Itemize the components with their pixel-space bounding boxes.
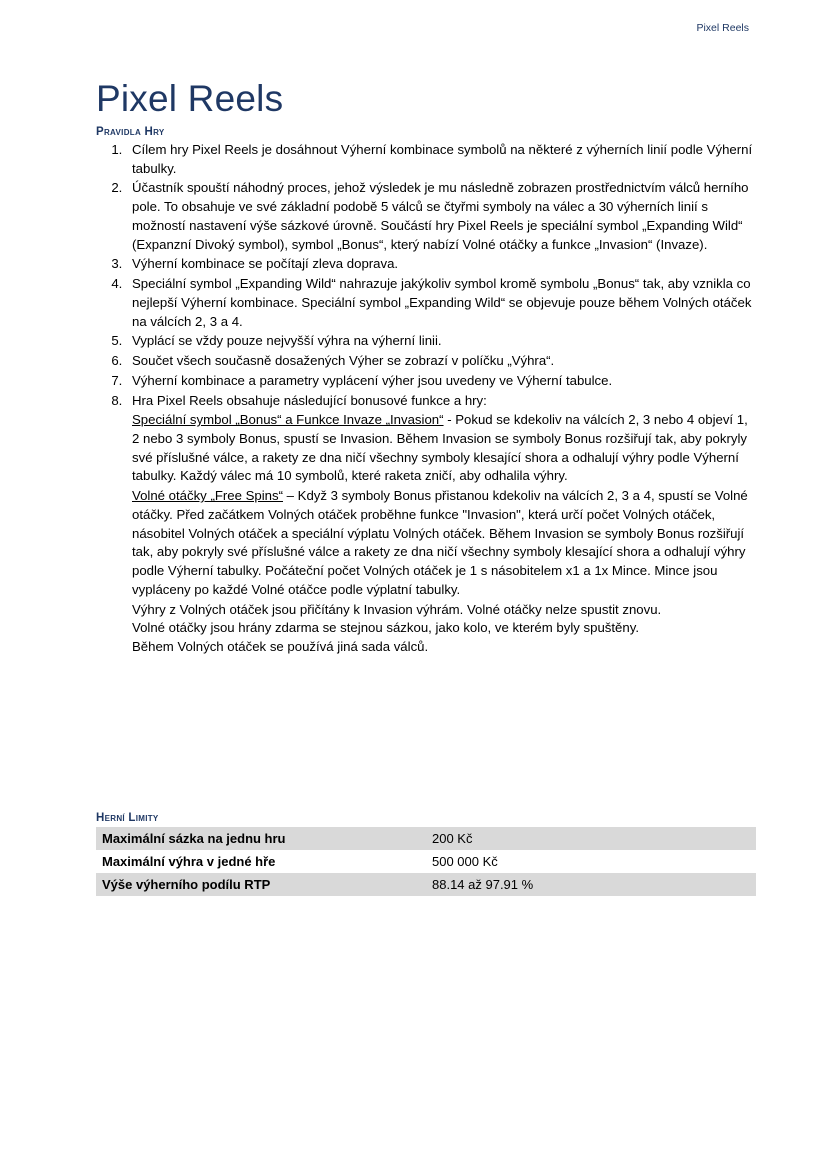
limits-table	[96, 827, 756, 896]
limit-label: Maximální sázka na jednu hru	[96, 827, 426, 850]
freespins-paragraph	[132, 487, 756, 599]
freespins-block	[132, 487, 756, 599]
list-item: 1. Cílem hry Pixel Reels je dosáhnout Výherní kombinace symbolů na některé z výherních linií podle Výherní tabulky.	[126, 141, 756, 178]
table-row	[96, 873, 756, 896]
limit-label: Maximální výhra v jedné hře	[102, 854, 276, 869]
rules-heading: Pravidla Hry	[96, 126, 165, 138]
list-item: 2. Účastník spouští náhodný proces, jehož výsledek je mu následně zobrazen prostřednictvím válců herního pole. To obsahuje ve své základní podobě 5 válců se čtyřmi symboly na válec a 30 výherních linií s možností nastavení výše sázkové úrovně. Součástí hry Pixel Reels je speciální symbol „Expanding Wild“ (Expanzní Divoký symbol), symbol „Bonus“, který nabízí Volné otáčky a funkce „Invasion“ (Invaze).	[126, 179, 756, 254]
table-row	[96, 850, 756, 873]
bonus-intro-text: Hra Pixel Reels obsahuje následující bonusové funkce a hry:	[132, 392, 487, 408]
limit-value: 200 Kč	[426, 827, 756, 850]
limit-label: Výše výherního podílu RTP	[96, 873, 426, 896]
page-title: Pixel Reels	[96, 78, 284, 119]
page-header-title: Pixel Reels	[696, 22, 749, 34]
table-row	[96, 827, 756, 850]
invasion-block	[132, 411, 756, 486]
freespins-heading: Volné otáčky „Free Spins“	[132, 488, 283, 504]
freespins-text: – Když 3 symboly Bonus přistanou kdekoliv na válcích 2, 3 a 4, spustí se Volné otáčky. Před začátkem Volných otáček proběhne funkce "Invasion", která určí počet Volných otáček, násobitel Volných otáček a speciální výplatu Volných otáček. Během Invasion se symboly Bonus rozšiřují tak, aby pokryly své příslušné válce a rakety ze dna ničí všechny symboly klesající shora a odhalují výhry podle Výherní tabulky. Počáteční počet Volných otáček je 1 s násobitelem x1 a 1x Mince. Mince jsou vypláceny po každé Volné otáčce podle výplatní tabulky.	[132, 488, 748, 597]
invasion-text: - Pokud se kdekoliv na válcích 2, 3 nebo 4 objeví 1, 2 nebo 3 symboly Bonus, spustí se Invasion. Během Invasion se symboly Bonus rozšiřují tak, aby pokryly své příslušné válce, a rakety ze dna ničí všechny symboly klesající shora a odhalují výhry podle Výherní tabulky. Každý válec má 10 symbolů, které raketa zničí, aby odhalila výhry.	[132, 412, 748, 484]
document-content	[96, 78, 756, 658]
list-item: 3. Výherní kombinace se počítají zleva doprava.	[126, 255, 756, 274]
invasion-heading: Speciální symbol „Bonus“ a Funkce Invaze „Invasion“	[132, 412, 444, 428]
limit-value: 88.14 až 97.91 %	[426, 873, 756, 896]
list-item: 4. Speciální symbol „Expanding Wild“ nahrazuje jakýkoliv symbol kromě symbolu „Bonus“ tak, aby vznikla co nejlepší Výherní kombinace. Speciální symbol „Expanding Wild“ se objevuje pouze během Volných otáček na válcích 2, 3 a 4.	[126, 275, 756, 331]
closing-block	[132, 601, 756, 657]
list-item: 7. Výherní kombinace a parametry vyplácení výher jsou uvedeny ve Výherní tabulce.	[126, 372, 756, 391]
list-item: 5. Vyplácí se vždy pouze nejvyšší výhra na výherní linii.	[126, 332, 756, 351]
list-item: 6. Součet všech současně dosažených Výher se zobrazí v políčku „Výhra“.	[126, 352, 756, 371]
closing-paragraph-3: Během Volných otáček se používá jiná sada válců.	[132, 639, 429, 655]
limits-heading: Herní Limity	[96, 812, 159, 824]
limits-section	[96, 806, 756, 896]
list-item-bonus-features	[126, 392, 756, 657]
limit-value: 500 000 Kč	[432, 854, 498, 869]
closing-paragraph-1: Výhry z Volných otáček jsou přičítány k Invasion výhrám. Volné otáčky nelze spustit znovu.	[132, 601, 662, 617]
rules-list	[96, 141, 756, 657]
invasion-paragraph	[132, 411, 756, 486]
closing-paragraph-2: Volné otáčky jsou hrány zdarma se stejnou sázkou, jako kolo, ve kterém byly spuštěny.	[132, 620, 639, 636]
